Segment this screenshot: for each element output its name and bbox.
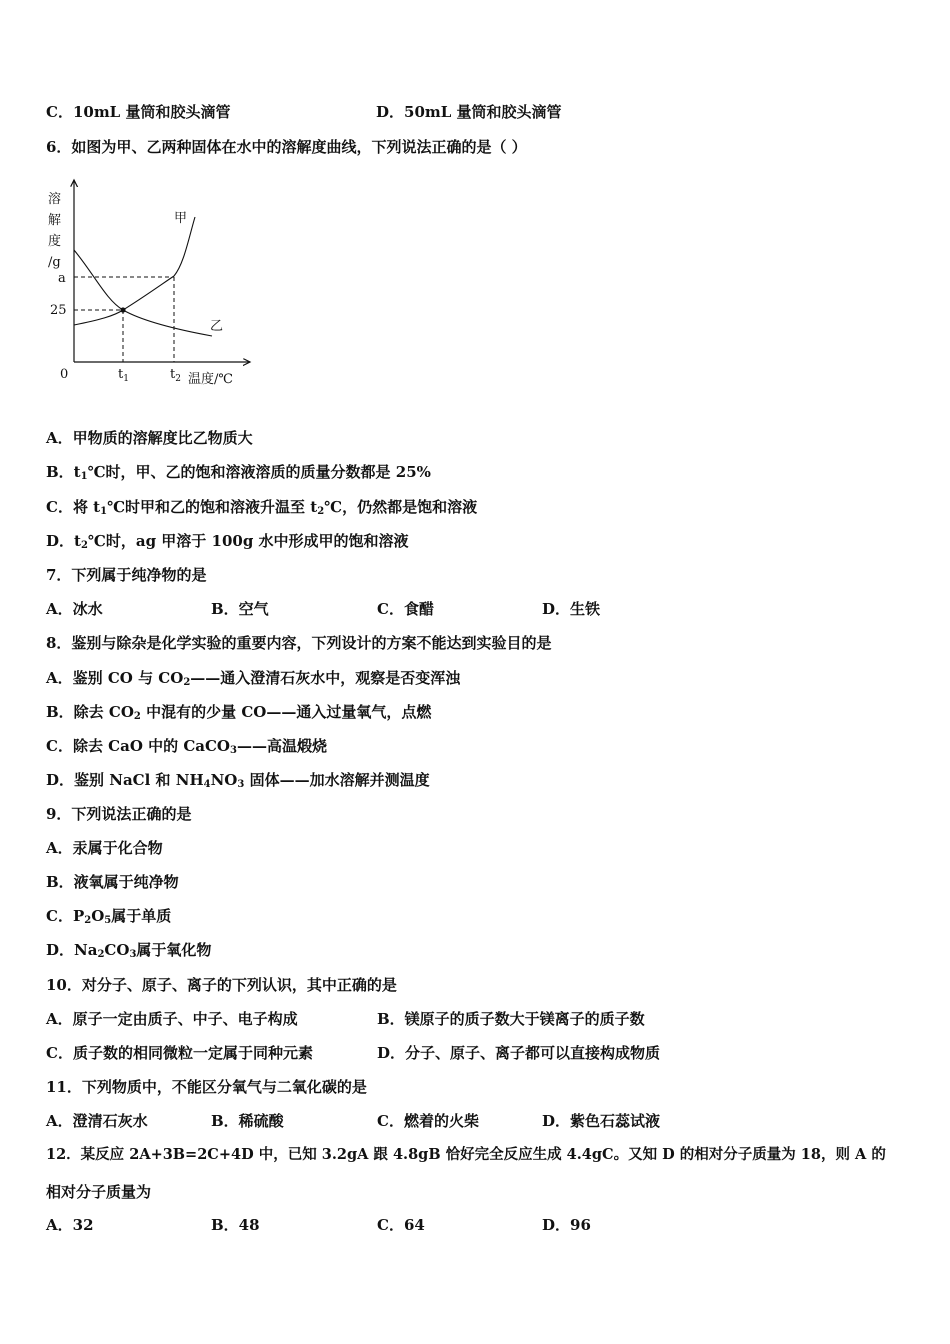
y-tick-25: 25 [50,303,67,318]
ylabel-char-4: /g [48,255,61,270]
q10-option-d: D．分子、原子、离子都可以直接构成物质 [377,1044,661,1062]
q11-option-a: A．澄清石灰水 [46,1112,148,1130]
q5-option-d: D．50mL 量筒和胶头滴管 [376,103,562,121]
q12-stem-line2: 相对分子质量为 [46,1183,152,1201]
q9-option-c: C．$P_2O_5$属于单质 [46,907,172,926]
ylabel-char-3: 度 [48,234,62,249]
q6-option-a: A．甲物质的溶解度比乙物质大 [46,429,253,447]
q8-stem: 8．鉴别与除杂是化学实验的重要内容，下列设计的方案不能达到实验目的是 [46,634,552,652]
q11-option-b: B．稀硫酸 [211,1112,284,1130]
q6-option-d: D．$t_2℃$时，ag 甲溶于 100g 水中形成甲的饱和溶液 [46,532,409,551]
q7-stem: 7．下列属于纯净物的是 [46,566,207,584]
q6-option-b: B．$t_1℃$时，甲、乙的饱和溶液溶质的质量分数都是 25% [46,463,431,482]
y-tick-a: a [58,271,66,286]
q8-option-d: D．鉴别 NaCl 和 $NH_4NO_3$ 固体——加水溶解并测温度 [46,771,430,790]
q9-option-a: A．汞属于化合物 [46,839,163,857]
q5-option-c: C．10mL 量筒和胶头滴管 [46,103,231,121]
ylabel-char-1: 溶 [48,192,62,207]
x-tick-t2-sub: 2 [175,374,181,384]
intersection-point [120,307,125,312]
q7-option-a: A．冰水 [46,600,103,618]
x-tick-t2: $t_2$ [170,367,181,384]
q11-option-d: D．紫色石蕊试液 [542,1112,661,1130]
q8-option-a: A．鉴别 CO 与 $CO_2——$通入澄清石灰水中，观察是否变浑浊 [46,669,461,688]
q7-option-b: B．空气 [211,600,269,618]
origin-label: 0 [60,367,69,382]
x-tick-t1: $t_1$ [118,367,129,384]
q9-option-b: B．液氧属于纯净物 [46,873,179,891]
q10-option-b: B．镁原子的质子数大于镁离子的质子数 [377,1010,645,1028]
q11-stem: 11．下列物质中，不能区分氧气与二氧化碳的是 [46,1078,367,1096]
series-jia-label: 甲 [174,211,188,226]
q6-stem: 6．如图为甲、乙两种固体在水中的溶解度曲线，下列说法正确的是（ ） [46,138,527,156]
xlabel: 温度/℃ [188,372,233,387]
x-tick-t1-sub: 1 [123,374,129,384]
q10-stem: 10．对分子、原子、离子的下列认识，其中正确的是 [46,976,397,994]
series-yi-label: 乙 [210,319,224,334]
ylabel-char-2: 解 [48,213,62,228]
q10-option-a: A．原子一定由质子、中子、电子构成 [46,1010,298,1028]
solubility-chart [44,172,259,390]
q12-option-c: C．64 [377,1216,425,1234]
q12-option-d: D．96 [542,1216,591,1234]
q8-option-b: B．除去 $CO_2$ 中混有的少量 CO——通入过量氧气，点燃 [46,703,432,722]
q9-option-d: D．$Na_2CO_3$属于氧化物 [46,941,212,960]
q8-option-c: C．除去 CaO 中的 CaCO$_3$——高温煅烧 [46,737,327,756]
q10-option-c: C．质子数的相同微粒一定属于同种元素 [46,1044,313,1062]
series-jia-curve [74,217,195,325]
q12-option-b: B．48 [211,1216,260,1234]
series-yi-curve [74,250,212,336]
q7-option-c: C．食醋 [377,600,434,618]
q7-option-d: D．生铁 [542,600,601,618]
q6-option-c: C．将 $t_1℃$时甲和乙的饱和溶液升温至 $t_2℃$，仍然都是饱和溶液 [46,498,478,517]
q12-option-a: A．32 [46,1216,94,1234]
q9-stem: 9．下列说法正确的是 [46,805,192,823]
q11-option-c: C．燃着的火柴 [377,1112,479,1130]
q12-stem-line1: 12．某反应 2A+3B=2C+4D 中，已知 3.2gA 跟 4.8gB 恰好完全反应生成 4.4gC。又知 D 的相对分子质量为 18，则 A 的 [46,1146,886,1163]
